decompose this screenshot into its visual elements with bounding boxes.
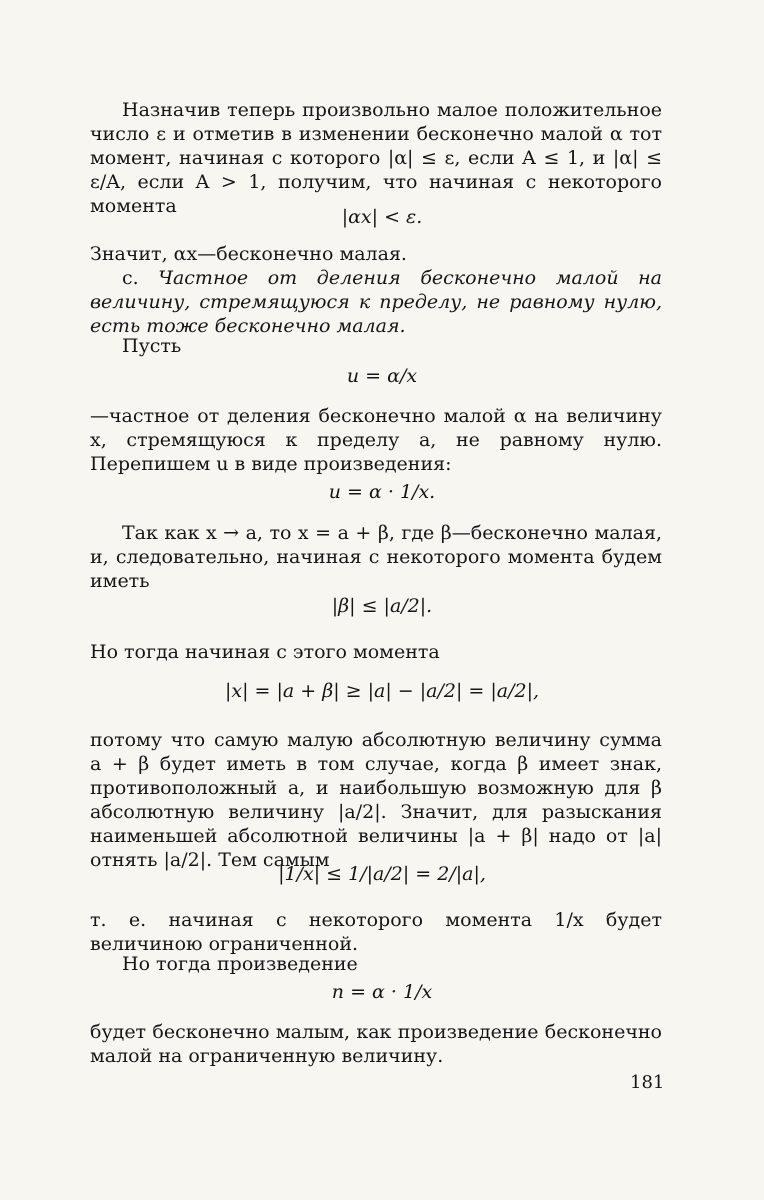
paragraph-let: Пусть	[122, 335, 182, 357]
paragraph-bounded: т. е. начиная с некоторого момента 1/x будет величиною ограниченной.	[90, 909, 662, 955]
paragraph-theorem-c	[90, 266, 662, 338]
paragraph-then-product: Но тогда произведение	[122, 953, 358, 975]
page-number: 181	[630, 1072, 665, 1093]
paragraph-conclusion-alpha-x: Значит, αx—бесконечно малая.	[90, 243, 407, 265]
equation-u-quotient: u = α/x	[346, 365, 418, 387]
equation-u-product: u = α · 1/x.	[328, 481, 436, 503]
paragraph-explanation: потому что самую малую абсолютную величину сумма a + β будет иметь в том случае, когда β имеет знак, противоположный a, и наибольшую возможную для β абсолютную величину |a/2|. Значит, для разыскания наименьшей абсолютной величины |a + β| надо от |a| отнять |a/2|. Тем самым	[90, 729, 662, 871]
paragraph-x-tends-to-a: Так как x → a, то x = a + β, где β—бесконечно малая, и, следовательно, начиная с некоторого момента будем иметь	[90, 522, 662, 592]
theorem-label: c.	[122, 267, 139, 289]
equation-product-n: n = α · 1/x	[331, 981, 433, 1003]
paragraph-choose-epsilon: Назначив теперь произвольно малое положительное число ε и отметив в изменении бесконечно малой α тот момент, начиная с которого |α| ≤ ε, если A ≤ 1, и |α| ≤ ε/A, если A > 1, получим, что начиная с некоторого момента	[90, 99, 662, 217]
equation-x-lower-bound: |x| = |a + β| ≥ |a| − |a/2| = |a/2|,	[224, 680, 540, 702]
equation-alpha-x-less-epsilon: |αx| < ε.	[341, 206, 423, 228]
equation-reciprocal-bound: |1/x| ≤ 1/|a/2| = 2/|a|,	[278, 863, 486, 885]
theorem-statement: Частное от деления бесконечно малой на величину, стремящуюся к пределу, не равному нулю, есть тоже бесконечно малая.	[90, 267, 662, 337]
paragraph-quotient-definition: —частное от деления бесконечно малой α на величину x, стремящуюся к пределу a, не равному нулю. Перепишем u в виде произведения:	[90, 405, 662, 475]
paragraph-from-this-moment: Но тогда начиная с этого момента	[90, 641, 440, 663]
equation-beta-bound: |β| ≤ |a/2|.	[331, 595, 433, 617]
paragraph-final-conclusion: будет бесконечно малым, как произведение бесконечно малой на ограниченную величину.	[90, 1021, 662, 1067]
